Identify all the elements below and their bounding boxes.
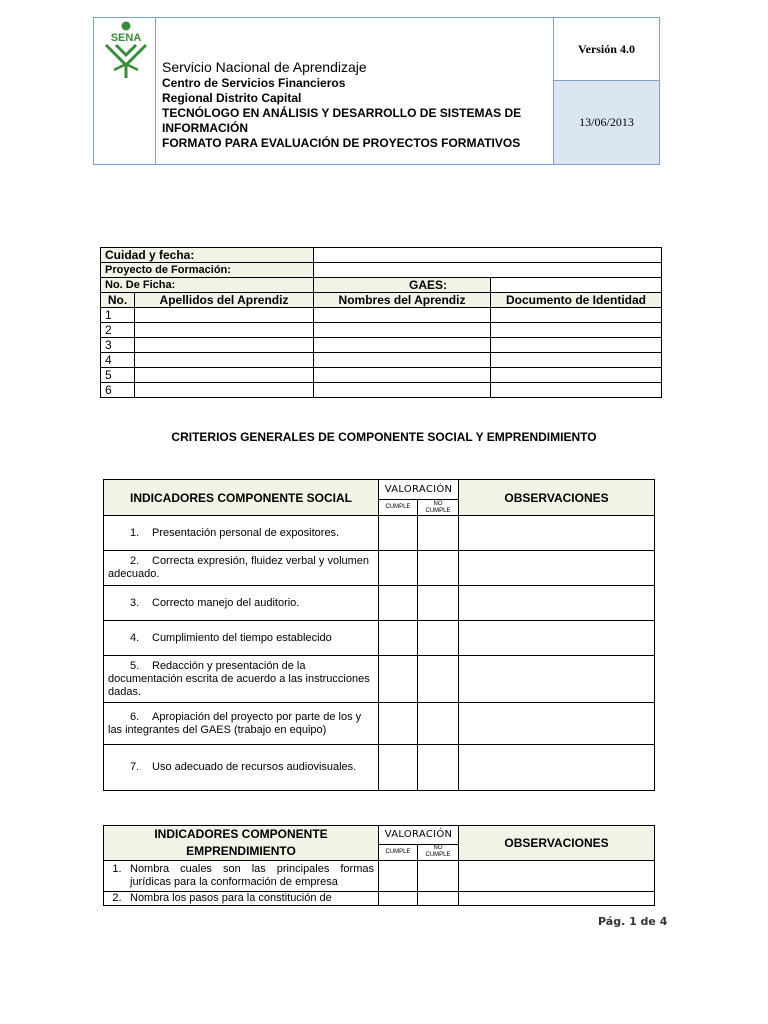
social-header: INDICADORES COMPONENTE SOCIAL (104, 480, 379, 516)
nombres-cell[interactable] (314, 308, 491, 323)
documento-cell[interactable] (491, 308, 662, 323)
row-number: 1 (101, 308, 135, 323)
col-nombres: Nombres del Aprendiz (314, 293, 491, 308)
documento-cell[interactable] (491, 383, 662, 398)
indicator-row (104, 586, 655, 621)
observaciones-cell[interactable] (459, 745, 655, 791)
no-cumple-cell[interactable] (418, 621, 459, 656)
indicator-row (104, 621, 655, 656)
indicator-text: 1. Nombra cuales son las principales formas jurídicas para la conformación de empresa (104, 861, 379, 892)
indicator-row (104, 892, 655, 906)
documento-cell[interactable] (491, 353, 662, 368)
row-number: 6 (101, 383, 135, 398)
no-cumple-cell[interactable] (418, 892, 459, 906)
observaciones-cell[interactable] (459, 551, 655, 586)
apellidos-cell[interactable] (135, 383, 314, 398)
program-line-2: INFORMACIÓN (162, 121, 248, 135)
observaciones-cell[interactable] (459, 703, 655, 745)
observaciones-cell[interactable] (459, 656, 655, 703)
city-date-label: Cuidad y fecha: (101, 248, 314, 263)
cumple-cell[interactable] (379, 703, 418, 745)
observaciones-cell[interactable] (459, 586, 655, 621)
cumple-cell[interactable] (379, 516, 418, 551)
table-row (101, 368, 662, 383)
regional-name: Regional Distrito Capital (162, 91, 302, 105)
indicator-text: 7. Uso adecuado de recursos audiovisuales. (104, 745, 379, 791)
table-row (101, 308, 662, 323)
format-title: FORMATO PARA EVALUACIÓN DE PROYECTOS FORMATIVOS (162, 136, 521, 150)
col-no: No. (101, 293, 135, 308)
indicator-row (104, 861, 655, 892)
no-cumple-cell[interactable] (418, 656, 459, 703)
apellidos-cell[interactable] (135, 308, 314, 323)
institution-name: Servicio Nacional de Aprendizaje (162, 59, 367, 75)
institution-block (156, 18, 554, 165)
ficha-label: No. De Ficha: (101, 278, 314, 293)
cumple-cell[interactable] (379, 745, 418, 791)
observaciones-cell[interactable] (459, 861, 655, 892)
documento-cell[interactable] (491, 323, 662, 338)
apellidos-cell[interactable] (135, 368, 314, 383)
indicator-row (104, 516, 655, 551)
gaes-label: GAES: (314, 278, 491, 293)
valoracion-header: VALORACIÓN (379, 826, 459, 845)
indicator-text: 3. Correcto manejo del auditorio. (104, 586, 379, 621)
observaciones-header: OBSERVACIONES (459, 826, 655, 861)
cumple-cell[interactable] (379, 586, 418, 621)
indicator-text: 6. Apropiación del proyecto por parte de los y las integrantes del GAES (trabajo en equipo) (104, 703, 379, 745)
documento-cell[interactable] (491, 368, 662, 383)
gaes-field[interactable] (491, 278, 662, 293)
apellidos-cell[interactable] (135, 353, 314, 368)
indicator-row (104, 703, 655, 745)
no-cumple-cell[interactable] (418, 586, 459, 621)
table-row (101, 338, 662, 353)
city-date-field[interactable] (314, 248, 662, 263)
cumple-cell[interactable] (379, 861, 418, 892)
indicator-text: 5. Redacción y presentación de la documentación escrita de acuerdo a las instrucciones dadas. (104, 656, 379, 703)
emprendimiento-indicators-table (103, 825, 655, 906)
col-documento: Documento de Identidad (491, 293, 662, 308)
cumple-cell[interactable] (379, 892, 418, 906)
center-name: Centro de Servicios Financieros (162, 76, 346, 90)
table-row (101, 323, 662, 338)
no-cumple-cell[interactable] (418, 516, 459, 551)
version-label: Versión 4.0 (554, 18, 660, 81)
table-row (101, 353, 662, 368)
no-cumple-cell[interactable] (418, 703, 459, 745)
row-number: 2 (101, 323, 135, 338)
cumple-cell[interactable] (379, 621, 418, 656)
page-number: Pág. 1 de 4 (598, 915, 668, 928)
indicator-text: 2. Nombra los pasos para la constitución de (104, 892, 379, 906)
apellidos-cell[interactable] (135, 323, 314, 338)
nombres-cell[interactable] (314, 383, 491, 398)
observaciones-cell[interactable] (459, 516, 655, 551)
svg-text:SENA: SENA (110, 32, 142, 44)
social-indicators-table (103, 479, 655, 791)
nombres-cell[interactable] (314, 338, 491, 353)
apellidos-cell[interactable] (135, 338, 314, 353)
row-number: 5 (101, 368, 135, 383)
observaciones-cell[interactable] (459, 621, 655, 656)
project-field[interactable] (314, 263, 662, 278)
indicator-text: 1. Presentación personal de expositores. (104, 516, 379, 551)
indicator-text: 4. Cumplimiento del tiempo establecido (104, 621, 379, 656)
program-line-1: TECNÓLOGO EN ANÁLISIS Y DESARROLLO DE SISTEMAS DE (162, 106, 522, 120)
cumple-header: CUMPLE (379, 844, 418, 860)
indicator-row (104, 745, 655, 791)
criteria-title: CRITERIOS GENERALES DE COMPONENTE SOCIAL Y EMPRENDIMIENTO (171, 430, 597, 444)
no-cumple-header: NO CUMPLE (418, 844, 459, 860)
project-label: Proyecto de Formación: (101, 263, 314, 278)
observaciones-header: OBSERVACIONES (459, 480, 655, 516)
no-cumple-header: NO CUMPLE (418, 500, 459, 516)
indicator-text: 2. Correcta expresión, fluidez verbal y volumen adecuado. (104, 551, 379, 586)
observaciones-cell[interactable] (459, 892, 655, 906)
nombres-cell[interactable] (314, 323, 491, 338)
cumple-cell[interactable] (379, 551, 418, 586)
cumple-cell[interactable] (379, 656, 418, 703)
valoracion-header: VALORACIÓN (379, 480, 459, 500)
sena-logo (100, 20, 152, 80)
document-header (93, 17, 660, 165)
no-cumple-cell[interactable] (418, 551, 459, 586)
no-cumple-cell[interactable] (418, 861, 459, 892)
row-number: 4 (101, 353, 135, 368)
nombres-cell[interactable] (314, 353, 491, 368)
emprendimiento-header: INDICADORES COMPONENTE EMPRENDIMIENTO (104, 826, 379, 861)
cumple-header: CUMPLE (379, 500, 418, 516)
nombres-cell[interactable] (314, 368, 491, 383)
indicator-row (104, 551, 655, 586)
no-cumple-cell[interactable] (418, 745, 459, 791)
documento-cell[interactable] (491, 338, 662, 353)
apprentices-table (100, 247, 662, 398)
col-apellidos: Apellidos del Aprendiz (135, 293, 314, 308)
row-number: 3 (101, 338, 135, 353)
table-row (101, 383, 662, 398)
indicator-row (104, 656, 655, 703)
document-date: 13/06/2013 (554, 81, 660, 165)
